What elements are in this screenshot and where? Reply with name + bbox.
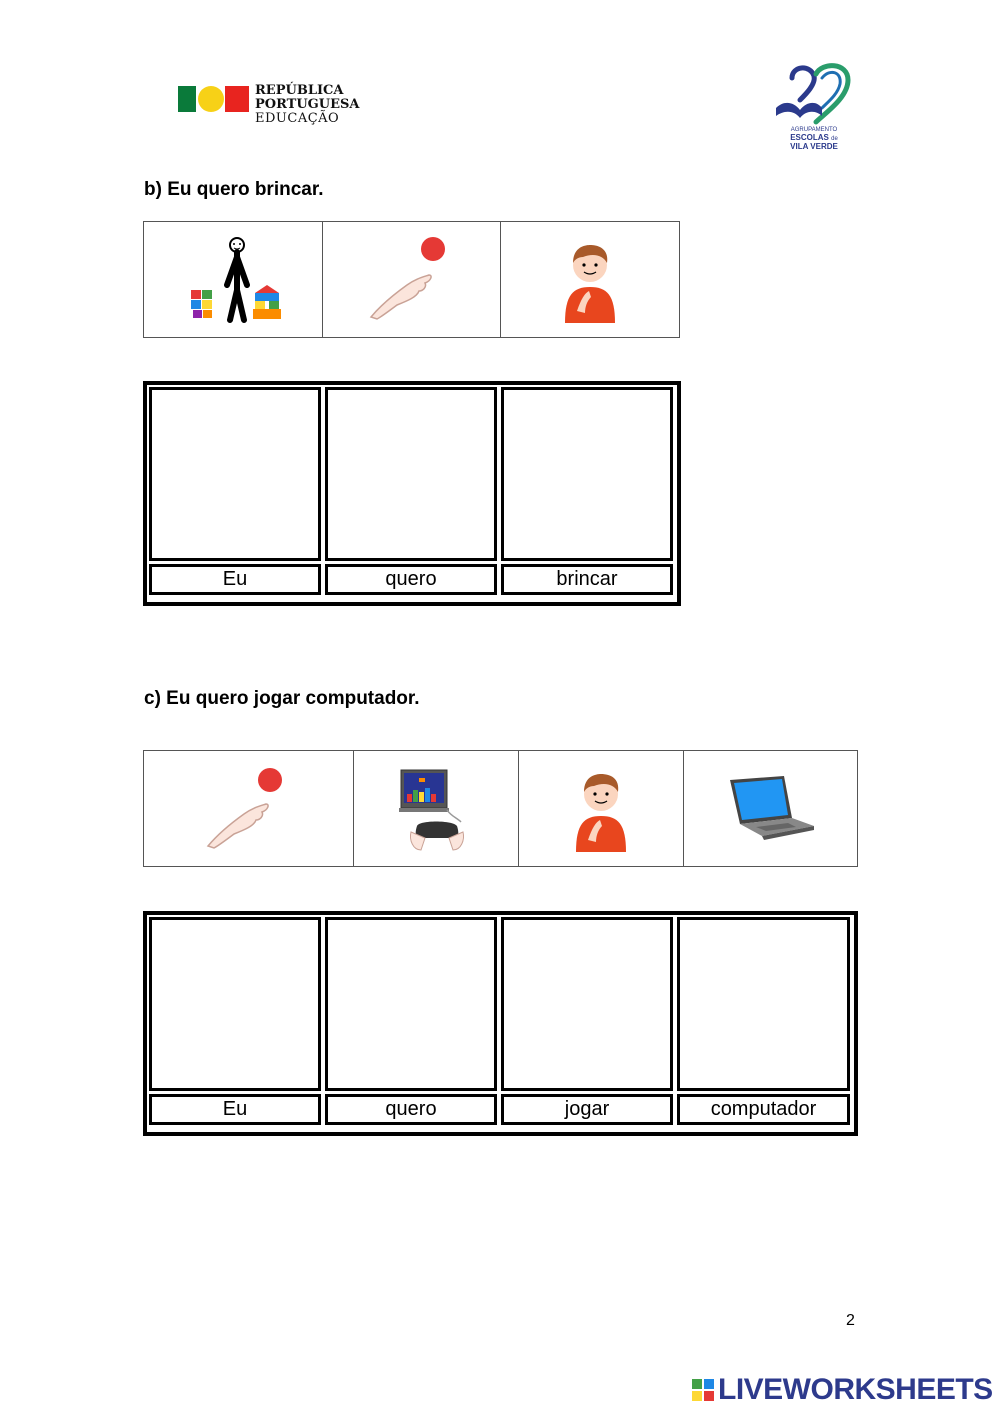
- laptop-icon: [726, 774, 816, 844]
- section-c-pictogram-strip: [143, 750, 858, 867]
- liveworksheets-brand-text: LIVEWORKSHEETS: [718, 1373, 993, 1406]
- answer-word-label: quero: [325, 1094, 497, 1125]
- page-number: 2: [846, 1312, 855, 1329]
- pictogram-cell[interactable]: [501, 222, 679, 337]
- answer-drop-zone[interactable]: [677, 917, 850, 1091]
- want-hand-ball-icon: [367, 235, 457, 325]
- answer-word-label: computador: [677, 1094, 850, 1125]
- school-logo-text: AGRUPAMENTO ESCOLAS de VILA VERDE: [790, 127, 838, 151]
- answer-column: [325, 387, 497, 600]
- answer-column: [501, 917, 673, 1130]
- answer-drop-zone[interactable]: [501, 387, 673, 561]
- section-b-answer-grid: [143, 381, 681, 606]
- section-b-heading: b) Eu quero brincar.: [144, 179, 324, 200]
- pictogram-cell[interactable]: [144, 222, 323, 337]
- answer-column: [325, 917, 497, 1130]
- answer-column: [149, 917, 321, 1130]
- me-boy-icon: [555, 235, 625, 325]
- pictogram-cell[interactable]: [323, 222, 501, 337]
- liveworksheets-brand[interactable]: [692, 1372, 993, 1408]
- pictogram-cell[interactable]: [354, 751, 519, 866]
- section-c-heading: c) Eu quero jogar computador.: [144, 688, 420, 709]
- rp-logo-text: REPÚBLICA PORTUGUESA EDUCAÇÃO: [255, 83, 360, 126]
- videogame-icon: [391, 764, 481, 854]
- pictogram-cell[interactable]: [519, 751, 684, 866]
- answer-word-label: Eu: [149, 1094, 321, 1125]
- section-c-answer-grid: [143, 911, 858, 1136]
- answer-column: [149, 387, 321, 600]
- play-toys-icon: [183, 235, 283, 325]
- answer-drop-zone[interactable]: [149, 387, 321, 561]
- answer-column: [501, 387, 673, 600]
- answer-drop-zone[interactable]: [501, 917, 673, 1091]
- me-boy-icon: [566, 764, 636, 854]
- want-hand-ball-icon: [204, 764, 294, 854]
- answer-word-label: Eu: [149, 564, 321, 595]
- school-emblem-icon: [770, 60, 860, 126]
- answer-drop-zone[interactable]: [325, 917, 497, 1091]
- pictogram-cell[interactable]: [684, 751, 857, 866]
- answer-column: [677, 917, 850, 1130]
- answer-word-label: quero: [325, 564, 497, 595]
- answer-word-label: jogar: [501, 1094, 673, 1125]
- answer-drop-zone[interactable]: [149, 917, 321, 1091]
- liveworksheets-logo-icon: [692, 1379, 714, 1401]
- school-logo: [770, 60, 860, 160]
- answer-word-label: brincar: [501, 564, 673, 595]
- answer-drop-zone[interactable]: [325, 387, 497, 561]
- republica-portuguesa-logo: [178, 84, 358, 132]
- pictogram-cell[interactable]: [144, 751, 354, 866]
- portugal-flag-icon: [178, 86, 249, 112]
- section-b-pictogram-strip: [143, 221, 680, 338]
